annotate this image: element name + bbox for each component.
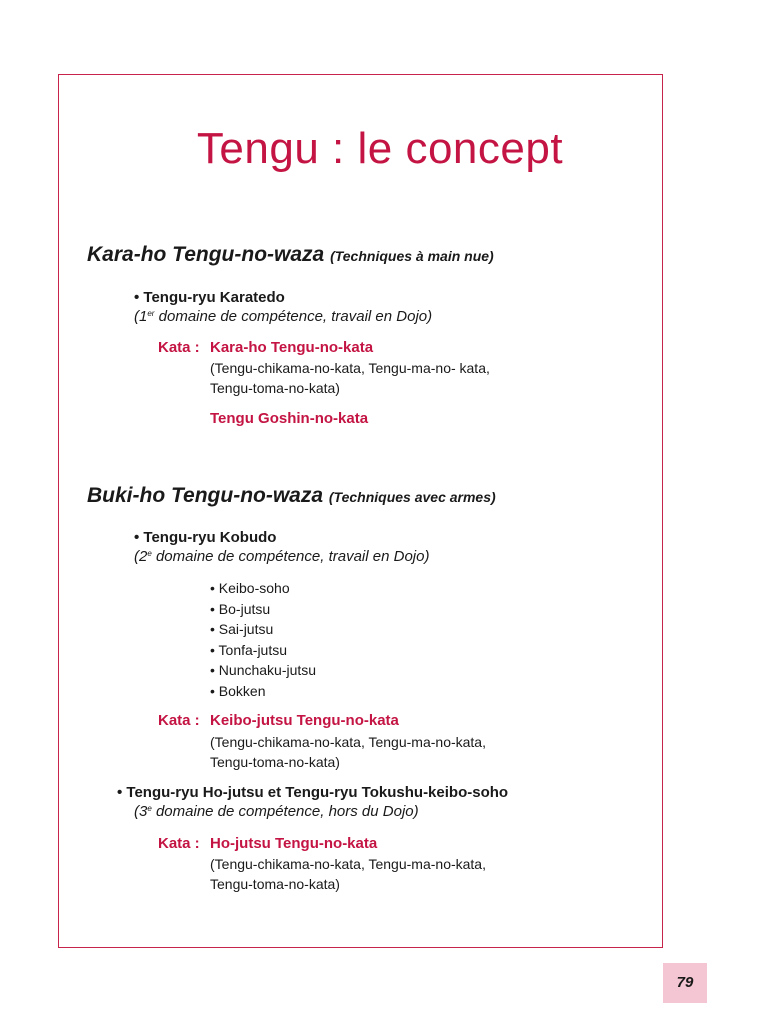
kata-name-keibo-jutsu: Keibo-jutsu Tengu-no-kata	[210, 712, 399, 729]
discipline-note-kobudo: (2e domaine de compétence, travail en Dojo)	[134, 548, 430, 565]
list-item: • Keibo-soho	[210, 580, 290, 596]
page-number: 79	[663, 963, 707, 1003]
list-item: • Sai-jutsu	[210, 621, 274, 638]
kata-detail-line-2: Tengu-toma-no-kata)	[210, 754, 340, 770]
discipline-note-karatedo: (1er domaine de compétence, travail en Dojo)	[134, 308, 433, 325]
kata-label: Kata :	[158, 339, 200, 356]
kata-name-goshin: Tengu Goshin-no-kata	[210, 410, 369, 427]
discipline-karatedo: • Tengu-ryu Karatedo	[134, 289, 285, 306]
discipline-note-ho-jutsu: (3e domaine de compétence, hors du Dojo)	[134, 803, 419, 820]
kata-name-kara-ho: Kara-ho Tengu-no-kata	[210, 339, 374, 356]
list-item: • Bokken	[210, 682, 266, 699]
kata-detail-line-2: Tengu-toma-no-kata)	[210, 876, 340, 892]
kata-label: Kata :	[158, 835, 200, 852]
list-item: • Nunchaku-jutsu	[210, 662, 317, 679]
section-heading-text: Kara-ho Tengu-no-waza	[87, 243, 325, 266]
section-heading-buki-ho	[87, 484, 496, 508]
kata-detail-line-2: Tengu-toma-no-kata)	[210, 380, 340, 396]
discipline-ho-jutsu: • Tengu-ryu Ho-jutsu et Tengu-ryu Tokushu-keibo-soho	[117, 784, 509, 801]
list-item: • Tonfa-jutsu	[210, 641, 288, 658]
list-item: • Bo-jutsu	[210, 600, 271, 617]
kata-detail-line-1: (Tengu-chikama-no-kata, Tengu-ma-no-kata,	[210, 856, 486, 872]
page-title: Tengu : le concept	[196, 124, 564, 173]
section-heading-text: Buki-ho Tengu-no-waza	[87, 484, 324, 507]
section-heading-subtitle: (Techniques avec armes)	[328, 489, 496, 505]
discipline-kobudo: • Tengu-ryu Kobudo	[134, 529, 277, 546]
section-heading-kara-ho	[87, 243, 494, 267]
kata-label: Kata :	[158, 712, 200, 729]
kata-name-ho-jutsu: Ho-jutsu Tengu-no-kata	[210, 835, 378, 852]
weapons-list	[210, 578, 316, 702]
kata-detail-line-1: (Tengu-chikama-no-kata, Tengu-ma-no-kata,	[210, 734, 486, 750]
kata-detail-line-1: (Tengu-chikama-no-kata, Tengu-ma-no- kata,	[210, 360, 490, 376]
section-heading-subtitle: (Techniques à main nue)	[330, 248, 494, 264]
